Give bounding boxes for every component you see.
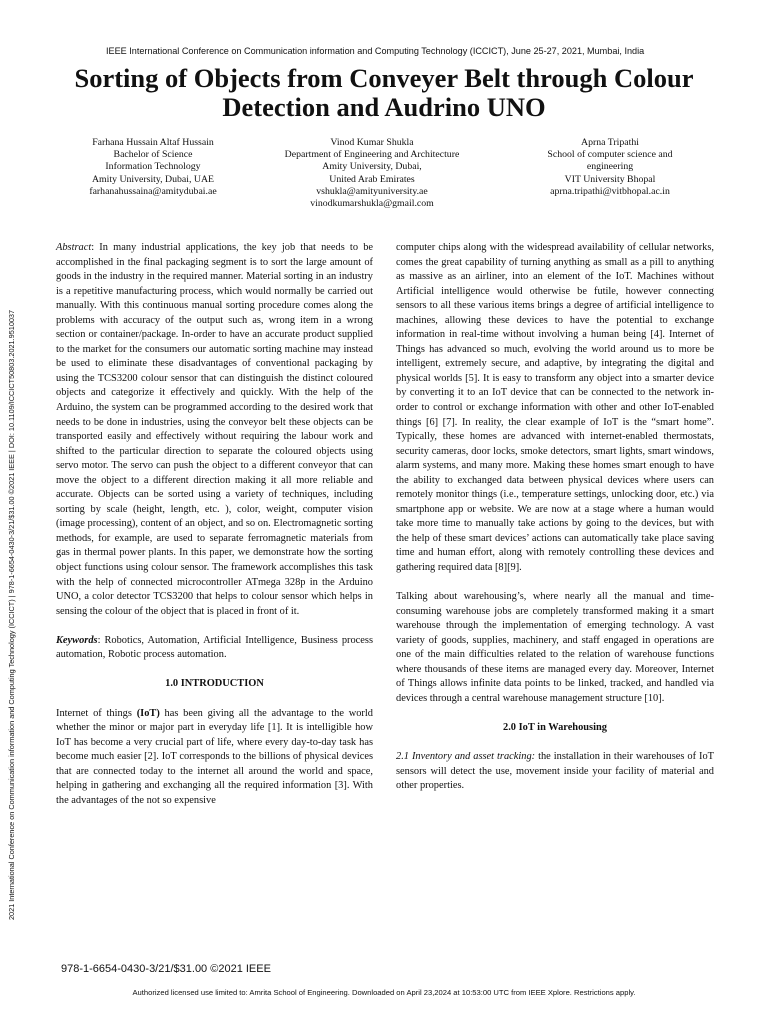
author-email[interactable]: vshukla@amityuniversity.ae (316, 185, 428, 197)
section-2-heading: 2.0 IoT in Warehousing (503, 722, 607, 734)
keywords-text: : Robotics, Automation, Artificial Intelligence, Business process automation, Robotic process automation. (56, 634, 373, 661)
author-email[interactable]: farhanahussaina@amitydubai.ae (89, 185, 217, 197)
author-3 (520, 137, 700, 198)
author-2 (262, 137, 482, 210)
abstract-label: Abstract (56, 242, 92, 253)
author-affiliation-line: Bachelor of Science (113, 149, 193, 161)
section-1-heading: 1.0 INTRODUCTION (165, 678, 264, 690)
inventory-paragraph (396, 750, 714, 794)
author-affiliation-line: Amity University, Dubai, (322, 161, 422, 173)
introduction-paragraph (56, 707, 373, 809)
author-email[interactable]: aprna.tripathi@vitbhopal.ac.in (550, 185, 670, 197)
abstract-paragraph (56, 241, 373, 619)
author-affiliation-line: Amity University, Dubai, UAE (91, 173, 215, 185)
author-affiliation-line: Information Technology (105, 161, 201, 173)
conference-header: IEEE International Conference on Communication information and Computing Technology (ICCICT), June 25-27, 2021, Mumbai, India (106, 46, 645, 56)
author-affiliation-line: engineering (586, 161, 634, 173)
title-line-2: Detection and Audrino UNO (222, 92, 546, 122)
paper-title (30, 64, 738, 122)
copyright-price-line: 978-1-6654-0430-3/21/$31.00 ©2021 IEEE (61, 963, 271, 975)
keywords-label: Keywords (56, 634, 98, 646)
warehousing-paragraph: Talking about warehousing’s, where nearly all the manual and time-consuming warehouse jobs are completely transformed making it a smart warehouse through the implementation of emerging technology. A vast variety of goods, supplies, machinery, and staff engaged in operations are one of the main difficulties related to the relation of warehouse functions where thousands of these items are managed every day. Moreover, Internet of Things allows infinite data points to be linked, tracked, and handled via devices through a central warehouse management structure [10]. (396, 591, 714, 704)
author-name: Farhana Hussain Altaf Hussain (92, 137, 214, 148)
intro-text-rest: has been giving all the advantage to the world whether the minor or major part in everyday life [1]. It is intelligible how IoT has become a very crucial part of life, where every day-to-day task has become much easier [2]. IoT corresponds to the billions of physical devices that are connected today to the internet all around the world and space, helping in gathering and exchanging all the required information [3]. With the advantages of the not so expensive (56, 707, 373, 806)
author-email[interactable]: vinodkumarshukla@gmail.com (310, 198, 434, 210)
left-column (56, 241, 373, 808)
author-affiliation-line: Department of Engineering and Architecture (284, 149, 460, 161)
doi-margin-text: 2021 International Conference on Communication information and Computing Technology (ICCICT) | 978-1-6654-0430-3/21/$31.00 ©2021 IEEE | DOI: 10.1109/ICCICT50803.2021.9510037 (7, 309, 16, 920)
author-affiliation-line: VIT University Bhopal (564, 173, 656, 185)
title-line-1: Sorting of Objects from Conveyer Belt through Colour (74, 63, 694, 93)
iot-paragraph: computer chips along with the widespread availability of cellular networks, comes the great capability of turning anything as small as a pill to anything as massive as an airliner, into an element of the IoT. Machines without Artificial intelligence would otherwise be futile, however connecting sensors to all these various items brings a degree of artificial intelligence to machines, allowing these devices to have the potential to exchange information in real-time without involving a human being [4]. Internet of Things has advanced so much, evolving the world around us to more be intelligent, extremely secure, and adaptive, by integrating the digital and physical worlds [5]. It is easy to transform any object into a smarter device by converting it to an IoT device that can be connected to the network in-order to control or exchange information with other and other IoT-enabled things [6] [7]. In reality, the clear example of IoT is the “smart home”. Typically, these homes are advanced with internet-enabled thermostats, security cameras, door locks, smoke detectors, smart lights, smart windows, alarm systems, and many more. Making these homes smart enough to have the ability to exchanged data between physical devices where users can remotely monitor things (i.e., temperature settings, unlocking door, etc.) via smartphone app or website. We are now at a stage where a human would take more time to manually take actions by going to the devices, but with the help of these smart devices’ actions can automatically take place saving time and human effort, along with remotely controlling these devices and gathering required data [8][9]. (396, 242, 714, 574)
abstract-text: : In many industrial applications, the key job that needs to be accomplished in the final packaging segment is to sort the large amount of goods in the industry in the required manner. Material sorting in an industry is a repetitive manufacturing process, which would normally be carried out manually. With this continuous manual sorting procedure comes along the problems with accuracy of the output such as, wrong item in a wrong section or container/package. In-order to have an accurate product supplied to the market for the consumers our automatic sorting machine may instead be used to eliminate these disadvantages of conventional packaging by using the TCS3200 colour sensor that can distinguish the distinct coloured objects and categorize it effectively and quickly. With the help of the Arduino, the system can be programmed according to the desired work that needs to be done in industries, using the conveyor belt these objects can be transported easily and effectively without requiring the labour work and shifted to the particular direction to separate the coloured objects using servo motor. The servo can push the object to a different conveyor that can move the object to a different direction making it all more reliable and accurate. Objects can be sorted using a variety of techniques, including sorting by scale (height, length, etc. ), color, weight, computer vision (image processing), content of an object, and so on. Electromagnetic sorting methods, for example, are used to separate ferromagnetic materials from gas in thermal power plants. In this paper, we demonstrate how the sorting object functions using colour sensor. The framework accomplishes this task with the help of connected microcontroller ATmega 328p in the Arduino UNO, a color detector TCS3200 that helps to colour sensor which helps in sensing the colour of the object that is placed in front of it. (56, 242, 373, 617)
author-name: Vinod Kumar Shukla (330, 137, 414, 148)
subsection-2-1-label: 2.1 Inventory and asset tracking: (396, 751, 536, 763)
author-affiliation-line: United Arab Emirates (329, 173, 415, 185)
keywords-paragraph (56, 634, 373, 663)
subsection-2-1-text: the installation in their warehouses of IoT sensors will detect the use, movement inside your facility of material and other properties. (396, 751, 714, 792)
author-1 (63, 137, 243, 198)
author-name: Aprna Tripathi (581, 137, 639, 148)
license-notice: Authorized licensed use limited to: Amrita School of Engineering. Downloaded on April 23,2024 at 10:53:00 UTC from IEEE Xplore. Restrictions apply. (132, 988, 636, 997)
author-block (0, 137, 768, 217)
author-affiliation-line: School of computer science and (547, 149, 673, 161)
right-column (396, 241, 714, 794)
intro-iot-bold: (IoT) (136, 707, 160, 719)
intro-text-start: Internet of things (56, 707, 137, 719)
